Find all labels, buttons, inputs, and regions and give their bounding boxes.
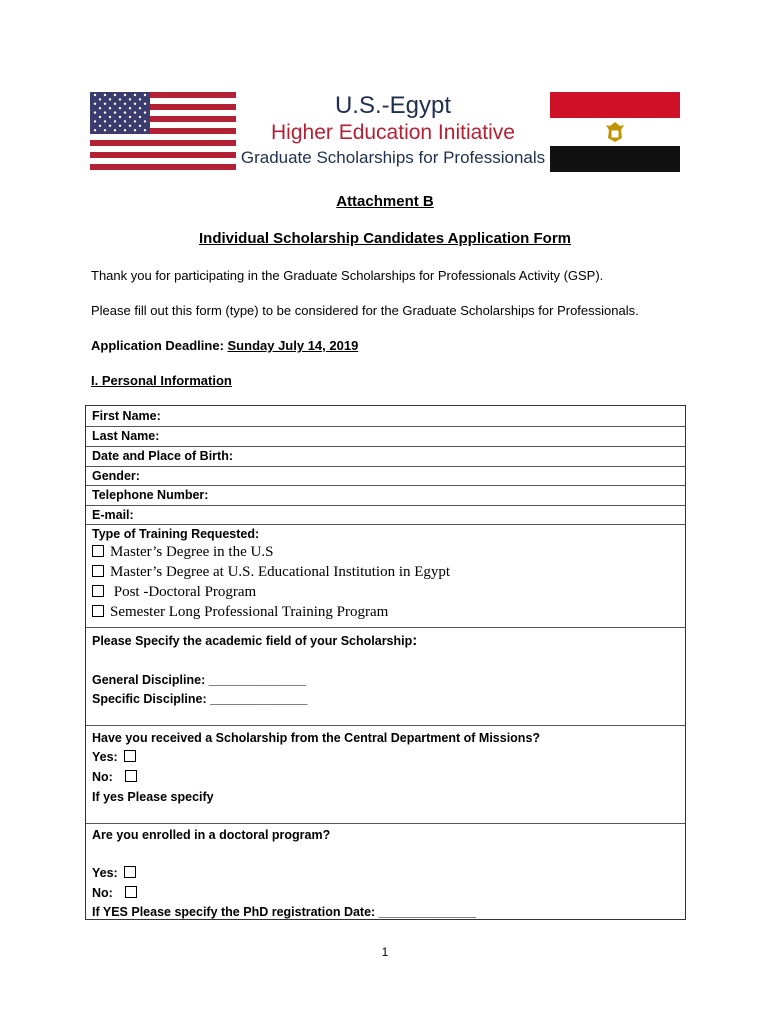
checkbox-icon[interactable]	[92, 565, 104, 577]
row-training-type	[86, 524, 685, 628]
gender-label: Gender:	[92, 469, 140, 483]
training-option-4[interactable]: Semester Long Professional Training Program	[92, 604, 388, 620]
banner-line-2: Higher Education Initiative	[271, 121, 515, 144]
row-telephone[interactable]	[86, 485, 685, 506]
training-option-1[interactable]: Master’s Degree in the U.S	[92, 544, 273, 560]
row-doctoral-program	[86, 823, 685, 919]
row-date-place-birth[interactable]	[86, 446, 685, 467]
checkbox-icon[interactable]	[125, 886, 137, 898]
banner-title	[236, 92, 550, 170]
deadline-label: Application Deadline:	[91, 338, 228, 353]
deadline-date: Sunday July 14, 2019	[227, 338, 359, 353]
attachment-heading: Attachment B	[336, 193, 434, 210]
training-option-2[interactable]: Master’s Degree at U.S. Educational Institution in Egypt	[92, 564, 450, 580]
doctoral-no-option[interactable]: No:	[92, 885, 137, 901]
application-form-table	[85, 405, 686, 920]
missions-specify-label: If yes Please specify	[92, 790, 214, 804]
training-type-label: Type of Training Requested:	[92, 527, 260, 541]
application-deadline	[91, 338, 358, 354]
row-first-name[interactable]	[86, 406, 685, 427]
academic-field-question: Please Specify the academic field of your Scholarship:	[92, 632, 418, 649]
row-last-name[interactable]	[86, 426, 685, 447]
training-option-3[interactable]: Post -Doctoral Program	[92, 584, 256, 600]
header-banner	[90, 92, 680, 172]
specific-discipline-field[interactable]: Specific Discipline: ______________	[92, 692, 308, 706]
row-missions-scholarship	[86, 725, 685, 824]
form-title: Individual Scholarship Candidates Application Form	[199, 230, 571, 247]
telephone-label: Telephone Number:	[92, 488, 209, 502]
doctoral-question: Are you enrolled in a doctoral program?	[92, 828, 331, 842]
row-email[interactable]	[86, 505, 685, 525]
missions-no-option[interactable]: No:	[92, 769, 137, 785]
missions-yes-option[interactable]: Yes:	[92, 749, 136, 765]
intro-line-2: Please fill out this form (type) to be considered for the Graduate Scholarships for Professionals.	[91, 303, 639, 318]
doctoral-yes-option[interactable]: Yes:	[92, 865, 136, 881]
dob-label: Date and Place of Birth:	[92, 449, 233, 463]
missions-question: Have you received a Scholarship from the Central Department of Missions?	[92, 731, 541, 745]
last-name-label: Last Name:	[92, 429, 160, 443]
us-flag-icon	[90, 92, 236, 170]
banner-line-3: Graduate Scholarships for Professionals	[240, 148, 546, 167]
checkbox-icon[interactable]	[124, 750, 136, 762]
banner-line-1: U.S.-Egypt	[334, 92, 452, 119]
egypt-flag-icon	[550, 92, 680, 172]
row-gender[interactable]	[86, 466, 685, 486]
checkbox-icon[interactable]	[92, 605, 104, 617]
phd-registration-date-field[interactable]: If YES Please specify the PhD registration Date: ______________	[92, 905, 476, 919]
email-label: E-mail:	[92, 508, 134, 522]
section-personal-information: I. Personal Information	[91, 373, 232, 388]
checkbox-icon[interactable]	[124, 866, 136, 878]
page-number: 1	[381, 945, 389, 959]
checkbox-icon[interactable]	[92, 585, 104, 597]
first-name-label: First Name:	[92, 409, 161, 423]
checkbox-icon[interactable]	[125, 770, 137, 782]
intro-line-1: Thank you for participating in the Graduate Scholarships for Professionals Activity (GSP).	[91, 268, 604, 283]
row-academic-field	[86, 627, 685, 726]
checkbox-icon[interactable]	[92, 545, 104, 557]
general-discipline-field[interactable]: General Discipline: ______________	[92, 673, 307, 687]
